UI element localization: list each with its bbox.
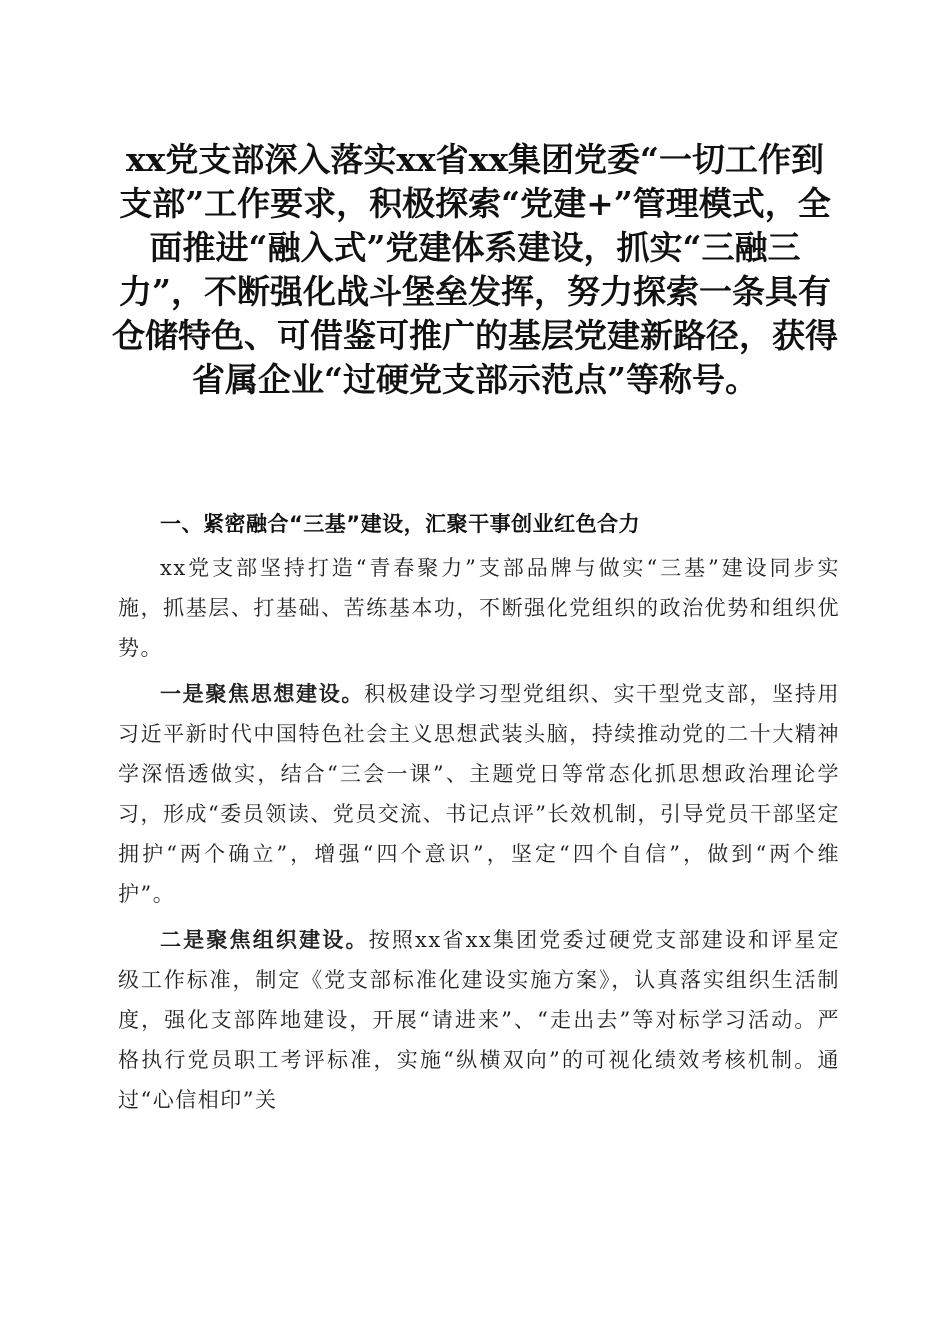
- paragraph-lead: 二是聚焦组织建设。: [160, 927, 369, 952]
- paragraph-ideology: [118, 674, 840, 914]
- document-title: xx党支部深入落实xx省xx集团党委“一切工作到支部”工作要求，积极探索“党建+”管理模式，全面推进“融入式”党建体系建设，抓实“三融三力”，不断强化战斗堡垒发挥，努力探索一条具有仓储特色、可借鉴可推广的基层党建新路径，获得省属企业“过硬党支部示范点”等称号。: [112, 140, 838, 399]
- paragraph-text: 积极建设学习型党组织、实干型党支部，坚持用习近平新时代中国特色社会主义思想武装头脑，持续推动党的二十大精神学深悟透做实，结合“三会一课”、主题党日等常态化抓思想政治理论学习，形成“委员领读、党员交流、书记点评”长效机制，引导党员干部坚定拥护“两个确立”，增强“四个意识”，坚定“四个自信”，做到“两个维护”。: [118, 682, 841, 906]
- section-heading: 一、紧密融合“三基”建设，汇聚干事创业红色合力: [160, 512, 641, 536]
- paragraph-organization: [118, 920, 840, 1120]
- paragraph-lead: 一是聚焦思想建设。: [160, 681, 365, 706]
- paragraph-intro: xx党支部坚持打造“青春聚力”支部品牌与做实“三基”建设同步实施，抓基层、打基础、苦练基本功，不断强化党组织的政治优势和组织优势。: [118, 556, 840, 660]
- document-body: [118, 504, 840, 1126]
- paragraph-text: 按照xx省xx集团党委过硬党支部建设和评星定级工作标准，制定《党支部标准化建设实施方案》，认真落实组织生活制度，强化支部阵地建设，开展“请进来”、“走出去”等对标学习活动。严格执行党员职工考评标准，实施“纵横双向”的可视化绩效考核机制。通过“心信相印”关: [118, 928, 841, 1112]
